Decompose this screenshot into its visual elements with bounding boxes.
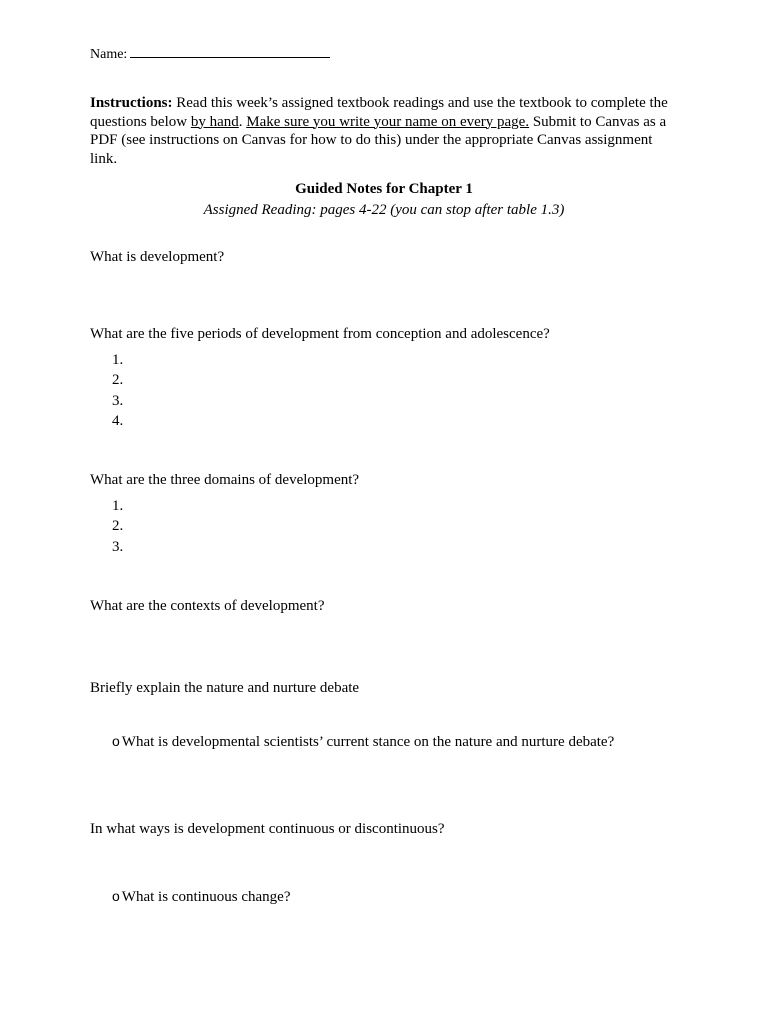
assigned-reading-subtitle: Assigned Reading: pages 4-22 (you can stop after table 1.3): [203, 202, 565, 218]
list-item: 1.: [112, 352, 124, 368]
sub-question-text: What is continuous change?: [121, 889, 291, 905]
page-title: Guided Notes for Chapter 1: [295, 181, 473, 197]
name-label: Name:: [90, 47, 128, 62]
instructions-text-3: Submit to Canvas as a PDF (see instructions on Canvas for how to do this) under the appropriate Canvas assignment link.: [90, 113, 667, 167]
name-field[interactable]: [90, 45, 330, 63]
list-item: 1.: [112, 498, 124, 514]
instructions-paragraph: [90, 94, 680, 168]
sub-question-current-stance: [112, 733, 614, 751]
question-nature-nurture: Briefly explain the nature and nurture debate: [90, 680, 360, 696]
question-five-periods: What are the five periods of development from conception and adolescence?: [90, 326, 550, 342]
sub-question-text: What is developmental scientists’ current stance on the nature and nurture debate?: [121, 734, 615, 750]
list-item: 3.: [112, 539, 124, 555]
sub-question-continuous-change: [112, 888, 291, 906]
bullet-icon: o: [112, 733, 120, 749]
question-contexts: What are the contexts of development?: [90, 598, 325, 614]
list-item: 3.: [112, 393, 124, 409]
question-what-is-development: What is development?: [90, 249, 225, 265]
list-item: 2.: [112, 372, 124, 388]
list-item: 2.: [112, 518, 124, 534]
question-three-domains: What are the three domains of development?: [90, 472, 360, 488]
instructions-text-1: Read this week’s assigned textbook readings and use the textbook to complete the questions below: [90, 95, 668, 130]
name-blank-line[interactable]: [130, 45, 330, 58]
instructions-text-2: .: [238, 113, 247, 130]
list-item: 4.: [112, 413, 124, 429]
instructions-underline-by-hand: by hand: [190, 113, 239, 130]
instructions-underline-name: Make sure you write your name on every page.: [246, 113, 530, 130]
question-continuous-discontinuous: In what ways is development continuous or discontinuous?: [90, 821, 445, 837]
instructions-label: Instructions:: [90, 95, 173, 111]
bullet-icon: o: [112, 888, 120, 904]
